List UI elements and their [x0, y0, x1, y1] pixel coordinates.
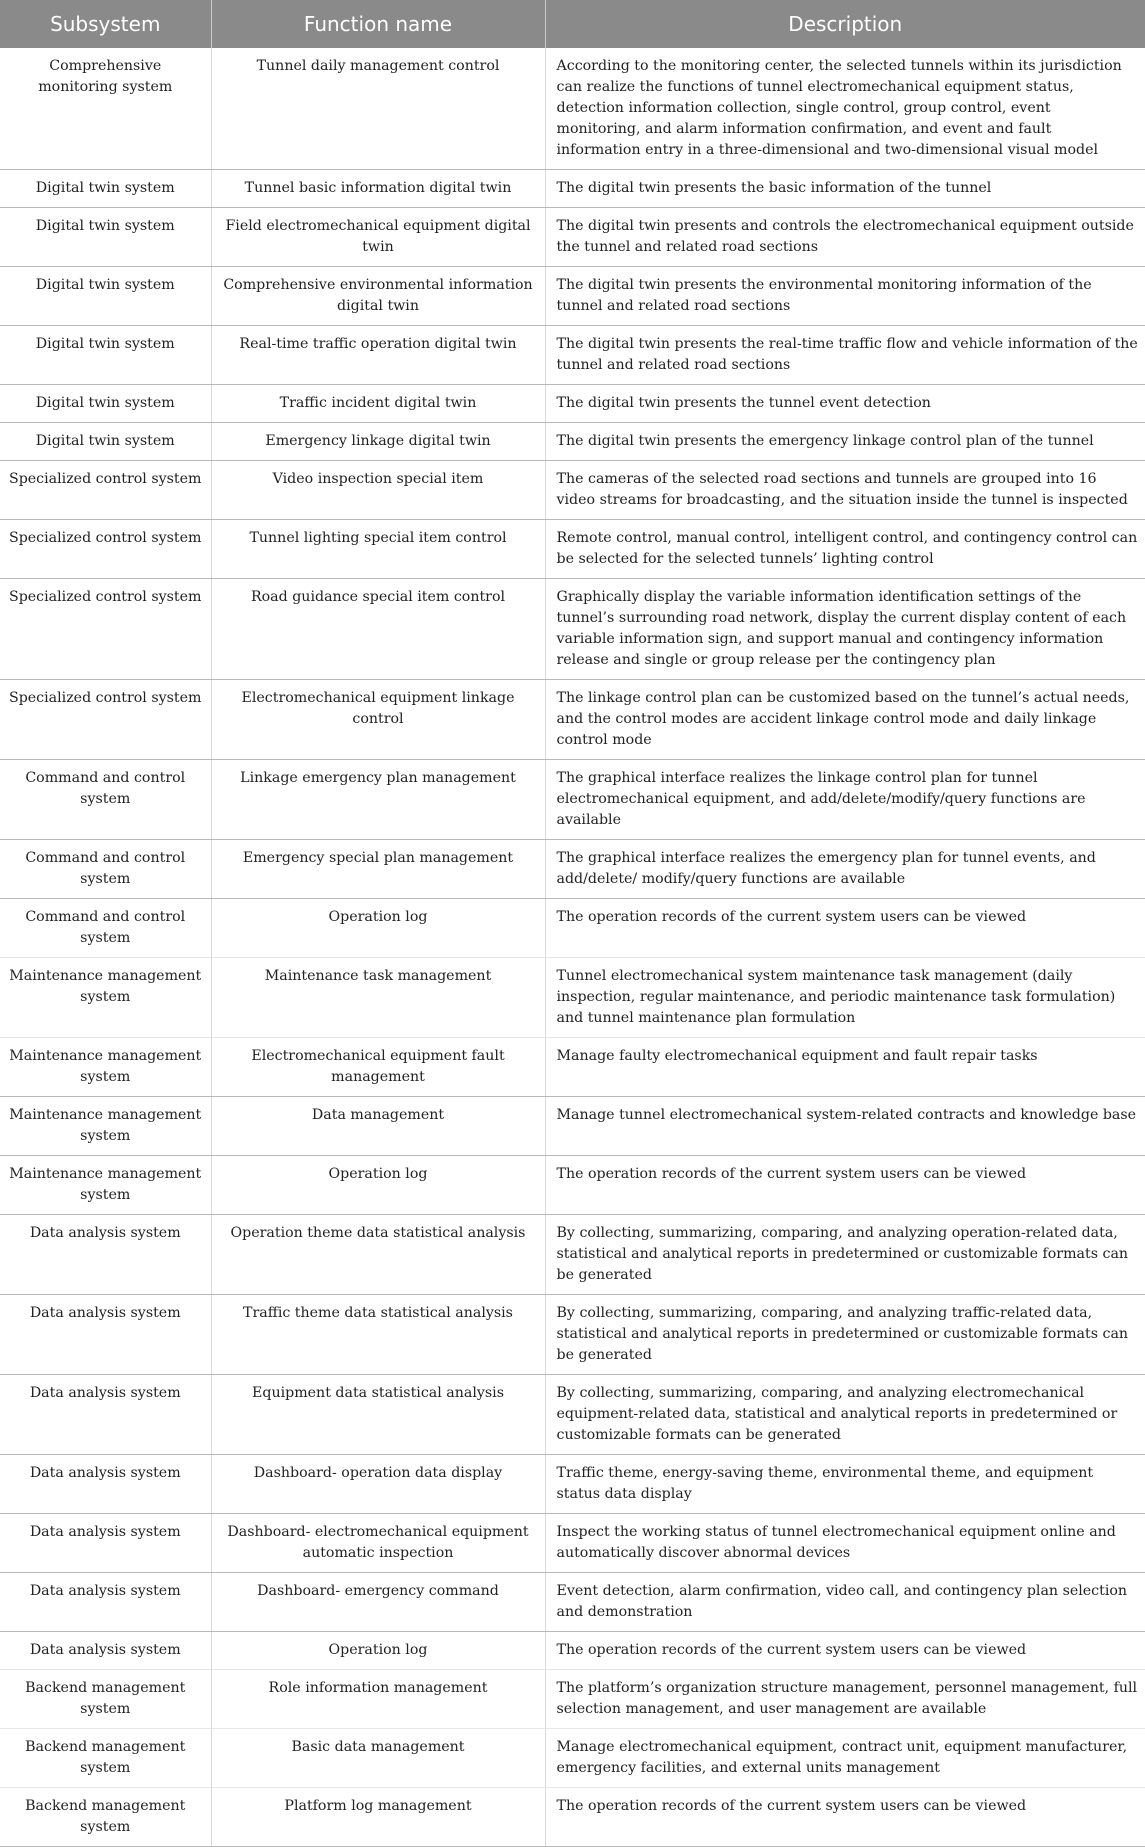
cell-description: The platform’s organization structure management, personnel management, full selection management, and user management are available: [545, 1670, 1145, 1729]
cell-function-name: Electromechanical equipment linkage control: [211, 680, 545, 760]
cell-subsystem: Maintenance management system: [0, 958, 211, 1038]
cell-function-name: Dashboard- operation data display: [211, 1455, 545, 1514]
cell-subsystem: Digital twin system: [0, 385, 211, 423]
table-row: [0, 579, 1145, 680]
cell-function-name: Operation theme data statistical analysis: [211, 1215, 545, 1295]
table-row: [0, 958, 1145, 1038]
cell-subsystem: Data analysis system: [0, 1514, 211, 1573]
cell-function-name: Tunnel daily management control: [211, 48, 545, 170]
cell-function-name: Operation log: [211, 1632, 545, 1670]
cell-function-name: Tunnel basic information digital twin: [211, 170, 545, 208]
header-function-name: Function name: [211, 0, 545, 48]
cell-description: Graphically display the variable information identification settings of the tunnel’s surrounding road network, display the current display content of each variable information sign, and support manual and contingency information release and single or group release per the contingency plan: [545, 579, 1145, 680]
cell-description: According to the monitoring center, the selected tunnels within its jurisdiction can realize the functions of tunnel electromechanical equipment status, detection information collection, single control, group control, event monitoring, and alarm information confirmation, and event and fault information entry in a three-dimensional and two-dimensional visual model: [545, 48, 1145, 170]
cell-description: The linkage control plan can be customized based on the tunnel’s actual needs, and the control modes are accident linkage control mode and daily linkage control mode: [545, 680, 1145, 760]
cell-description: Event detection, alarm confirmation, video call, and contingency plan selection and demonstration: [545, 1573, 1145, 1632]
cell-description: The digital twin presents the environmental monitoring information of the tunnel and related road sections: [545, 267, 1145, 326]
cell-function-name: Data management: [211, 1097, 545, 1156]
table-row: [0, 1514, 1145, 1573]
table-row: [0, 208, 1145, 267]
cell-subsystem: Data analysis system: [0, 1375, 211, 1455]
table-row: [0, 1455, 1145, 1514]
table-row: [0, 680, 1145, 760]
cell-function-name: Maintenance task management: [211, 958, 545, 1038]
cell-subsystem: Data analysis system: [0, 1215, 211, 1295]
cell-function-name: Tunnel lighting special item control: [211, 520, 545, 579]
cell-subsystem: Digital twin system: [0, 326, 211, 385]
table-row: [0, 899, 1145, 958]
table-row: [0, 267, 1145, 326]
table-row: [0, 1573, 1145, 1632]
cell-subsystem: Comprehensive monitoring system: [0, 48, 211, 170]
cell-description: By collecting, summarizing, comparing, and analyzing traffic-related data, statistical and analytical reports in predetermined or customizable formats can be generated: [545, 1295, 1145, 1375]
cell-description: Remote control, manual control, intelligent control, and contingency control can be selected for the selected tunnels’ lighting control: [545, 520, 1145, 579]
header-subsystem: Subsystem: [0, 0, 211, 48]
cell-subsystem: Backend management system: [0, 1670, 211, 1729]
cell-description: The operation records of the current system users can be viewed: [545, 899, 1145, 958]
cell-subsystem: Data analysis system: [0, 1573, 211, 1632]
cell-subsystem: Specialized control system: [0, 520, 211, 579]
cell-function-name: Dashboard- electromechanical equipment automatic inspection: [211, 1514, 545, 1573]
cell-subsystem: Command and control system: [0, 840, 211, 899]
table-row: [0, 1632, 1145, 1670]
cell-description: The digital twin presents the emergency linkage control plan of the tunnel: [545, 423, 1145, 461]
cell-function-name: Video inspection special item: [211, 461, 545, 520]
table-row: [0, 1097, 1145, 1156]
cell-description: The operation records of the current system users can be viewed: [545, 1632, 1145, 1670]
table-row: [0, 1295, 1145, 1375]
cell-subsystem: Data analysis system: [0, 1632, 211, 1670]
cell-function-name: Electromechanical equipment fault management: [211, 1038, 545, 1097]
cell-description: Inspect the working status of tunnel electromechanical equipment online and automatically discover abnormal devices: [545, 1514, 1145, 1573]
cell-subsystem: Data analysis system: [0, 1455, 211, 1514]
cell-function-name: Real-time traffic operation digital twin: [211, 326, 545, 385]
cell-function-name: Platform log management: [211, 1788, 545, 1847]
cell-function-name: Linkage emergency plan management: [211, 760, 545, 840]
cell-function-name: Emergency linkage digital twin: [211, 423, 545, 461]
table-row: [0, 1375, 1145, 1455]
table-row: [0, 385, 1145, 423]
table-row: [0, 520, 1145, 579]
cell-subsystem: Specialized control system: [0, 579, 211, 680]
table-row: [0, 461, 1145, 520]
cell-function-name: Role information management: [211, 1670, 545, 1729]
cell-function-name: Dashboard- emergency command: [211, 1573, 545, 1632]
table-row: [0, 48, 1145, 170]
cell-description: The graphical interface realizes the emergency plan for tunnel events, and add/delete/ modify/query functions are available: [545, 840, 1145, 899]
cell-subsystem: Backend management system: [0, 1729, 211, 1788]
table-row: [0, 1670, 1145, 1729]
cell-description: By collecting, summarizing, comparing, and analyzing electromechanical equipment-related data, statistical and analytical reports in predetermined or customizable formats can be generated: [545, 1375, 1145, 1455]
cell-subsystem: Digital twin system: [0, 170, 211, 208]
cell-subsystem: Specialized control system: [0, 461, 211, 520]
table-row: [0, 760, 1145, 840]
cell-description: By collecting, summarizing, comparing, and analyzing operation-related data, statistical and analytical reports in predetermined or customizable formats can be generated: [545, 1215, 1145, 1295]
cell-description: Traffic theme, energy-saving theme, environmental theme, and equipment status data display: [545, 1455, 1145, 1514]
cell-function-name: Field electromechanical equipment digital twin: [211, 208, 545, 267]
cell-subsystem: Maintenance management system: [0, 1156, 211, 1215]
cell-function-name: Basic data management: [211, 1729, 545, 1788]
cell-subsystem: Backend management system: [0, 1788, 211, 1847]
cell-function-name: Operation log: [211, 899, 545, 958]
table-row: [0, 1215, 1145, 1295]
cell-function-name: Emergency special plan management: [211, 840, 545, 899]
cell-description: Tunnel electromechanical system maintenance task management (daily inspection, regular maintenance, and periodic maintenance task formulation) and tunnel maintenance plan formulation: [545, 958, 1145, 1038]
cell-function-name: Comprehensive environmental information digital twin: [211, 267, 545, 326]
cell-description: Manage tunnel electromechanical system-related contracts and knowledge base: [545, 1097, 1145, 1156]
cell-subsystem: Digital twin system: [0, 267, 211, 326]
table-row: [0, 1038, 1145, 1097]
table-row: [0, 423, 1145, 461]
cell-function-name: Traffic incident digital twin: [211, 385, 545, 423]
cell-subsystem: Specialized control system: [0, 680, 211, 760]
cell-subsystem: Maintenance management system: [0, 1038, 211, 1097]
cell-description: The graphical interface realizes the linkage control plan for tunnel electromechanical equipment, and add/delete/modify/query functions are available: [545, 760, 1145, 840]
table-header-row: [0, 0, 1145, 48]
cell-description: The digital twin presents the tunnel event detection: [545, 385, 1145, 423]
table-row: [0, 170, 1145, 208]
cell-description: The operation records of the current system users can be viewed: [545, 1156, 1145, 1215]
cell-description: The digital twin presents and controls the electromechanical equipment outside the tunnel and related road sections: [545, 208, 1145, 267]
cell-subsystem: Maintenance management system: [0, 1097, 211, 1156]
cell-subsystem: Data analysis system: [0, 1295, 211, 1375]
table-row: [0, 840, 1145, 899]
cell-function-name: Equipment data statistical analysis: [211, 1375, 545, 1455]
table-body: [0, 48, 1145, 1847]
cell-subsystem: Digital twin system: [0, 423, 211, 461]
table-row: [0, 1788, 1145, 1847]
cell-function-name: Traffic theme data statistical analysis: [211, 1295, 545, 1375]
table-row: [0, 326, 1145, 385]
cell-function-name: Road guidance special item control: [211, 579, 545, 680]
cell-subsystem: Command and control system: [0, 899, 211, 958]
cell-subsystem: Command and control system: [0, 760, 211, 840]
cell-description: Manage faulty electromechanical equipment and fault repair tasks: [545, 1038, 1145, 1097]
header-description: Description: [545, 0, 1145, 48]
cell-description: The cameras of the selected road sections and tunnels are grouped into 16 video streams for broadcasting, and the situation inside the tunnel is inspected: [545, 461, 1145, 520]
cell-description: Manage electromechanical equipment, contract unit, equipment manufacturer, emergency facilities, and external units management: [545, 1729, 1145, 1788]
cell-function-name: Operation log: [211, 1156, 545, 1215]
table-row: [0, 1729, 1145, 1788]
table-row: [0, 1156, 1145, 1215]
cell-subsystem: Digital twin system: [0, 208, 211, 267]
cell-description: The digital twin presents the real-time traffic flow and vehicle information of the tunnel and related road sections: [545, 326, 1145, 385]
cell-description: The digital twin presents the basic information of the tunnel: [545, 170, 1145, 208]
cell-description: The operation records of the current system users can be viewed: [545, 1788, 1145, 1847]
